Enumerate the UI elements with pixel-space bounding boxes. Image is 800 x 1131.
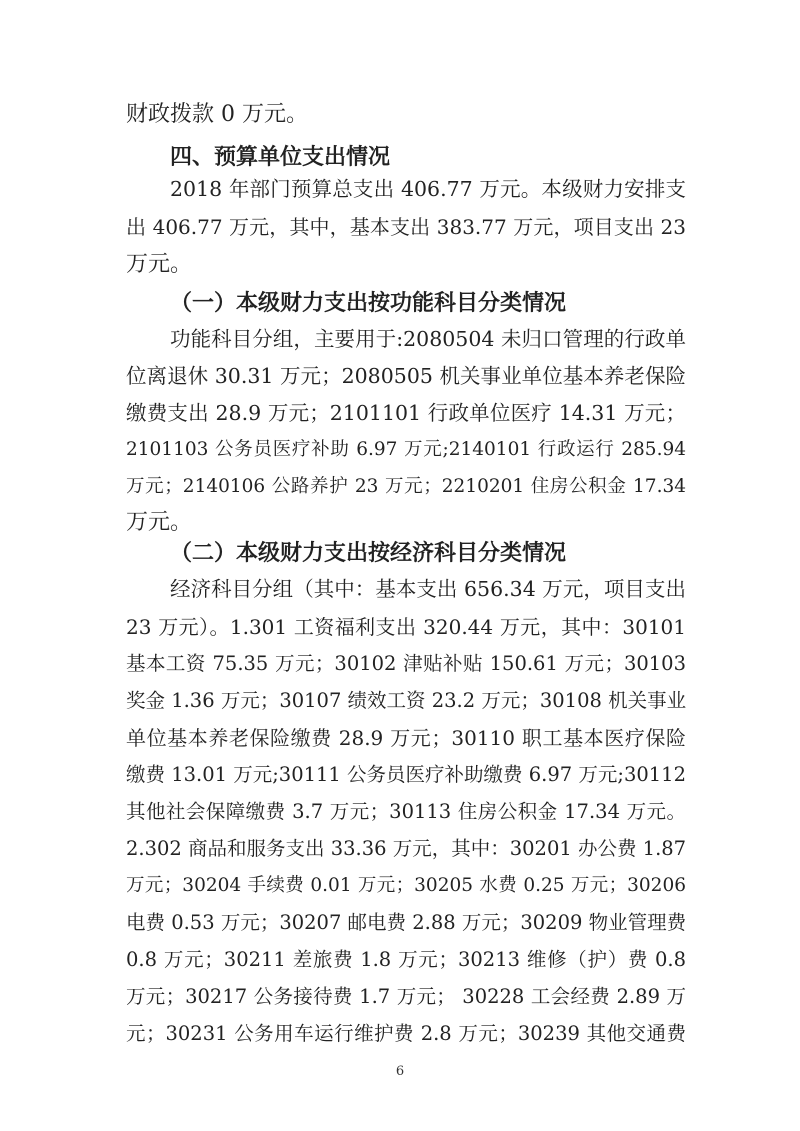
text-line: 电费 0.53 万元；30207 邮电费 2.88 万元；30209 物业管理费 bbox=[126, 911, 686, 934]
text-line: 缴费 13.01 万元;30111 公务员医疗补助缴费 6.97 万元;30112 bbox=[126, 763, 686, 786]
text-line: 万元。 bbox=[126, 252, 193, 277]
subsection-heading: （二）本级财力支出按经济科目分类情况 bbox=[170, 540, 567, 566]
subsection-heading: （一）本级财力支出按功能科目分类情况 bbox=[170, 290, 567, 316]
text-line: 单位基本养老保险缴费 28.9 万元；30110 职工基本医疗保险 bbox=[126, 726, 686, 750]
text-line: 缴费支出 28.9 万元；2101101 行政单位医疗 14.31 万元； bbox=[126, 401, 686, 425]
text-line: 2101103 公务员医疗补助 6.97 万元;2140101 行政运行 285.94 bbox=[126, 439, 686, 460]
page-number: 6 bbox=[395, 1064, 405, 1079]
section-heading: 四、预算单位支出情况 bbox=[170, 144, 391, 170]
text-line: 其他社会保障缴费 3.7 万元；30113 住房公积金 17.34 万元。 bbox=[126, 800, 686, 823]
text-line: 23 万元）。1.301 工资福利支出 320.44 万元，其中：30101 bbox=[126, 615, 686, 639]
text-line: 万元。 bbox=[126, 510, 193, 535]
text-line: 经济科目分组（其中：基本支出 656.34 万元，项目支出 bbox=[170, 577, 686, 601]
text-line: 基本工资 75.35 万元；30102 津贴补贴 150.61 万元；30103 bbox=[126, 652, 686, 675]
text-line: 2.302 商品和服务支出 33.36 万元，其中：30201 办公费 1.87 bbox=[126, 837, 686, 860]
text-line: 奖金 1.36 万元；30107 绩效工资 23.2 万元；30108 机关事业 bbox=[126, 689, 686, 712]
text-line: 万元；30204 手续费 0.01 万元；30205 水费 0.25 万元；30206 bbox=[126, 875, 686, 896]
text-line: 元；30231 公务用车运行维护费 2.8 万元；30239 其他交通费 bbox=[126, 1022, 686, 1045]
text-line: 财政拨款 0 万元。 bbox=[126, 102, 308, 127]
text-line: 出 406.77 万元，其中，基本支出 383.77 万元，项目支出 23 bbox=[126, 215, 686, 239]
text-line: 位离退休 30.31 万元；2080505 机关事业单位基本养老保险 bbox=[126, 364, 686, 388]
text-line: 万元；2140106 公路养护 23 万元；2210201 住房公积金 17.34 bbox=[126, 476, 686, 497]
text-line: 2018 年部门预算总支出 406.77 万元。本级财力安排支 bbox=[170, 177, 686, 201]
text-line: 0.8 万元；30211 差旅费 1.8 万元；30213 维修（护）费 0.8 bbox=[126, 948, 686, 971]
text-line: 万元；30217 公务接待费 1.7 万元； 30228 工会经费 2.89 万 bbox=[126, 985, 686, 1008]
text-line: 功能科目分组，主要用于:2080504 未归口管理的行政单 bbox=[170, 327, 686, 351]
